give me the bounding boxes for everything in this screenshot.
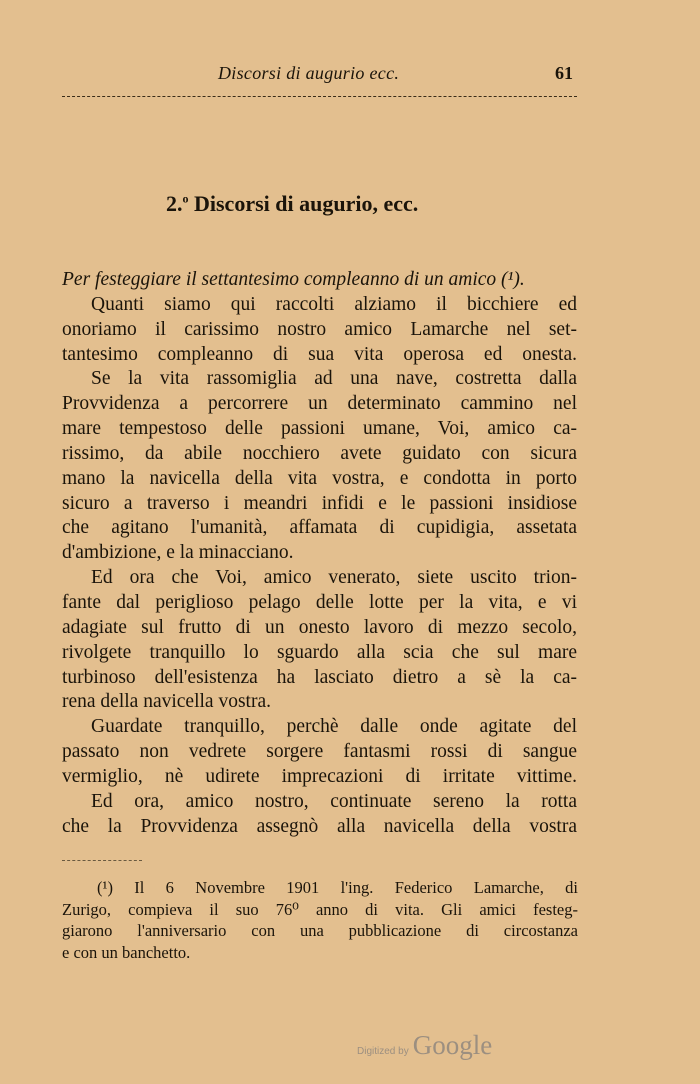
body-line: Se la vita rassomiglia ad una nave, costretta dalla [91, 368, 577, 390]
watermark-brand: Google [412, 1030, 493, 1060]
section-degree: o [182, 191, 189, 206]
body-line: Ed ora, amico nostro, continuate sereno la rotta [91, 790, 577, 812]
body-line: Guardate tranquillo, perchè dalle onde agitate del [91, 716, 577, 738]
body-line: adagiate sul frutto di un onesto lavoro di mezzo secolo, [62, 616, 577, 638]
body-line: passato non vedrete sorgere fantasmi rossi di sangue [62, 741, 577, 763]
body-line: vermiglio, nè udirete imprecazioni di irritate vittime. [62, 765, 577, 787]
watermark-prefix: Digitized by [357, 1046, 409, 1057]
body-line: Provvidenza a percorrere un determinato cammino nel [62, 393, 577, 415]
body-line: tantesimo compleanno di sua vita operosa ed onesta. [62, 343, 577, 365]
body-line: che agitano l'umanità, affamata di cupidigia, assetata [62, 517, 577, 539]
section-title [166, 191, 418, 217]
footnote-line: Zurigo, compieva il suo 76⁰ anno di vita. Gli amici festeg- [62, 899, 578, 919]
header-rule [62, 96, 577, 97]
section-title-text: Discorsi di augurio, ecc. [194, 191, 419, 216]
body-line: rissimo, da abile nocchiero avete guidato con sicura [62, 442, 577, 464]
page-number: 61 [555, 63, 573, 83]
body-line: Ed ora che Voi, amico venerato, siete uscito trion- [91, 567, 577, 589]
body-text [62, 268, 577, 839]
body-line: che la Provvidenza assegnò alla navicella della vostra [62, 815, 577, 837]
footnote [62, 877, 578, 963]
body-line: rivolgete tranquillo lo sguardo alla scia che sul mare [62, 641, 577, 663]
footnote-line: giarono l'anniversario con una pubblicazione di circostanza [62, 921, 578, 940]
footnote-line: e con un banchetto. [62, 942, 191, 962]
body-line: mare tempestoso delle passioni umane, Voi, amico ca- [62, 418, 577, 440]
footnote-line: (¹) Il 6 Novembre 1901 l'ing. Federico Lamarche, di [97, 878, 578, 897]
body-line: d'ambizione, e la minacciano. [62, 542, 294, 564]
body-line: turbinoso dell'esistenza ha lasciato dietro a sè la ca- [62, 666, 577, 688]
body-line: rena della navicella vostra. [62, 691, 271, 713]
digitized-by-google-watermark [357, 1030, 492, 1061]
section-number: 2. [166, 191, 183, 216]
body-line: mano la navicella della vita vostra, e condotta in porto [62, 467, 577, 489]
body-line: onoriamo il carissimo nostro amico Lamarche nel set- [62, 318, 577, 340]
speech-title: Per festeggiare il settantesimo compleanno di un amico (¹). [62, 269, 525, 290]
running-head: Discorsi di augurio ecc. [218, 63, 400, 83]
body-line: Quanti siamo qui raccolti alziamo il bicchiere ed [91, 293, 577, 315]
body-line: fante dal periglioso pelago delle lotte per la vita, e vi [62, 591, 577, 613]
footnote-rule [62, 860, 142, 861]
body-line: sicuro a traverso i meandri infidi e le passioni insidiose [62, 492, 577, 514]
